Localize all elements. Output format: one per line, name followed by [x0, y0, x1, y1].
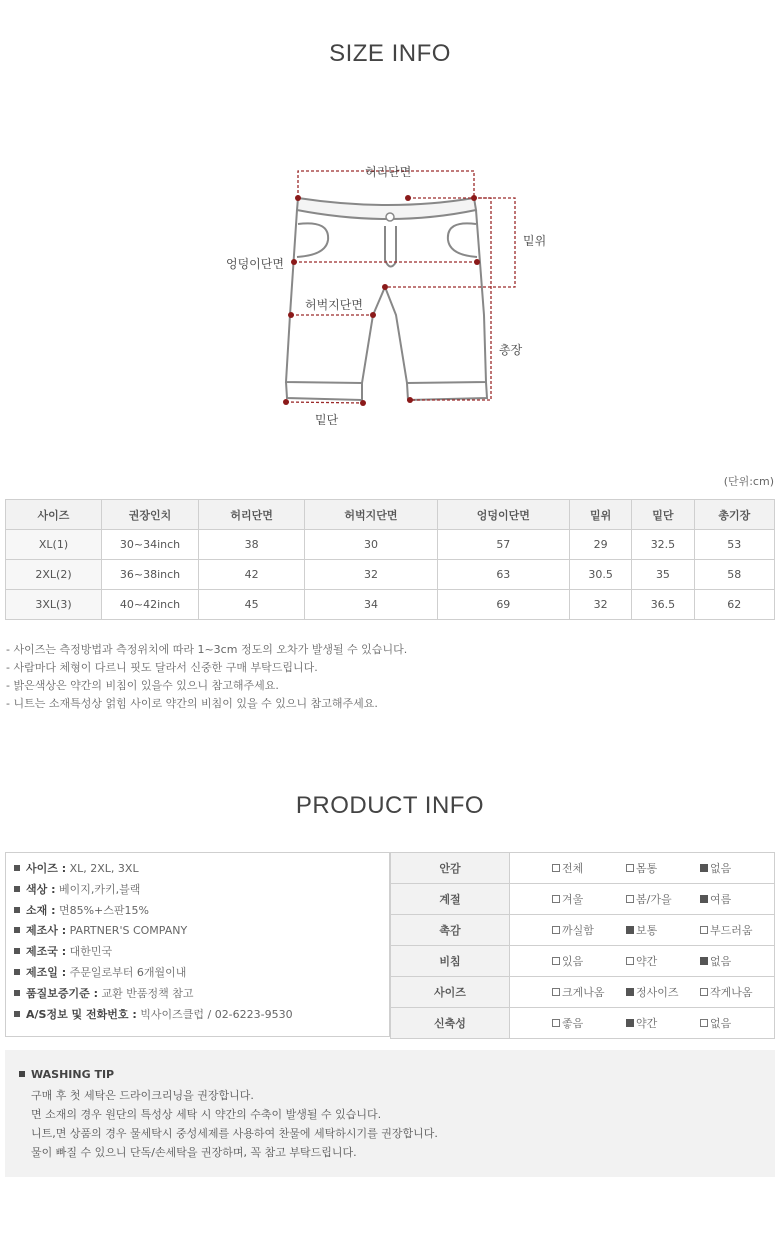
bullet-icon — [14, 927, 20, 933]
table-cell: 40~42inch — [102, 590, 199, 620]
shorts-measurement-diagram — [0, 150, 780, 440]
shorts-illustration — [0, 150, 780, 440]
attribute-label: 안감 — [391, 853, 510, 884]
checked-box-icon — [700, 957, 708, 965]
attribute-option — [700, 860, 774, 876]
option-label: 좋음 — [562, 1017, 584, 1030]
detail-key: 제조일 : — [26, 965, 67, 979]
attribute-option — [552, 891, 626, 907]
table-cell: 30 — [305, 530, 437, 560]
detail-row — [14, 1005, 381, 1026]
attribute-options — [510, 946, 775, 977]
attribute-row — [391, 977, 775, 1008]
option-label: 있음 — [562, 955, 584, 968]
product-attributes-table — [390, 852, 775, 1039]
attribute-option — [552, 1015, 626, 1031]
detail-row — [14, 859, 381, 880]
table-cell: 53 — [694, 530, 774, 560]
unchecked-box-icon — [552, 926, 560, 934]
checked-box-icon — [700, 895, 708, 903]
detail-row — [14, 963, 381, 984]
table-cell: 45 — [199, 590, 305, 620]
attribute-option — [700, 953, 774, 969]
bullet-icon — [14, 1011, 20, 1017]
option-label: 크게나옴 — [562, 986, 605, 999]
size-table-header — [6, 500, 775, 530]
table-row — [6, 590, 775, 620]
detail-row — [14, 942, 381, 963]
size-cell: XL(1) — [6, 530, 102, 560]
unchecked-box-icon — [626, 864, 634, 872]
attribute-option — [700, 922, 774, 938]
detail-key: 품질보증기준 : — [26, 986, 98, 1000]
attribute-option — [626, 984, 700, 1000]
table-row — [6, 560, 775, 590]
washing-tip-title: WASHING TIP — [31, 1068, 115, 1081]
table-cell: 30~34inch — [102, 530, 199, 560]
bullet-icon — [14, 865, 20, 871]
attribute-label: 신축성 — [391, 1008, 510, 1039]
washing-tip-line: 면 소재의 경우 원단의 특성상 세탁 시 약간의 수축이 발생될 수 있습니다. — [31, 1108, 382, 1121]
column-header: 허리단면 — [199, 500, 305, 530]
detail-value: PARTNER'S COMPANY — [69, 924, 188, 938]
table-cell: 32 — [569, 590, 631, 620]
rise-label: 밑위 — [523, 234, 547, 248]
detail-value: 대한민국 — [69, 945, 113, 959]
attribute-option — [700, 1015, 774, 1031]
attribute-label: 사이즈 — [391, 977, 510, 1008]
attribute-options — [510, 977, 775, 1008]
table-cell: 38 — [199, 530, 305, 560]
option-label: 여름 — [710, 893, 732, 906]
bullet-icon — [14, 969, 20, 975]
length-label: 총장 — [499, 343, 523, 357]
attribute-label: 촉감 — [391, 915, 510, 946]
table-cell: 34 — [305, 590, 437, 620]
bullet-icon — [14, 948, 20, 954]
size-cell: 2XL(2) — [6, 560, 102, 590]
unchecked-box-icon — [626, 957, 634, 965]
detail-value: XL, 2XL, 3XL — [69, 862, 139, 875]
attribute-row — [391, 915, 775, 946]
attribute-options — [510, 884, 775, 915]
attribute-option — [700, 984, 774, 1000]
detail-key: 색상 : — [26, 882, 56, 896]
note-line: - 사이즈는 측정방법과 측정위치에 따라 1~3cm 정도의 오차가 발생될 수 있습니다. — [6, 643, 408, 656]
size-info-title: SIZE INFO — [329, 40, 451, 67]
washing-tip-line: 물이 빠질 수 있으니 단독/손세탁을 권장하며, 꼭 참고 부탁드립니다. — [31, 1146, 357, 1159]
washing-tip-line: 니트,면 상품의 경우 물세탁시 중성세제를 사용하여 찬물에 세탁하시기를 권장합니다. — [31, 1127, 438, 1140]
size-table — [5, 499, 775, 620]
attribute-option — [626, 1015, 700, 1031]
note-line: - 니트는 소재특성상 얽힘 사이로 약간의 비침이 있을 수 있으니 참고해주세요. — [6, 697, 378, 710]
option-label: 겨울 — [562, 893, 584, 906]
detail-value: 주문일로부터 6개월이내 — [69, 965, 187, 979]
detail-row — [14, 880, 381, 901]
checked-box-icon — [626, 988, 634, 996]
attribute-options — [510, 1008, 775, 1039]
detail-value: 면85%+스판15% — [58, 903, 149, 917]
table-cell: 32 — [305, 560, 437, 590]
attribute-option — [626, 953, 700, 969]
option-label: 없음 — [710, 862, 732, 875]
unchecked-box-icon — [700, 1019, 708, 1027]
hip-label: 엉덩이단면 — [226, 257, 284, 271]
attribute-option — [552, 922, 626, 938]
waist-label: 허리단면 — [365, 165, 412, 179]
table-cell: 62 — [694, 590, 774, 620]
unchecked-box-icon — [552, 988, 560, 996]
column-header: 권장인치 — [102, 500, 199, 530]
detail-key: 사이즈 : — [26, 862, 67, 875]
table-cell: 58 — [694, 560, 774, 590]
thigh-label: 허벅지단면 — [305, 298, 363, 312]
bullet-icon — [14, 886, 20, 892]
column-header: 밑위 — [569, 500, 631, 530]
attribute-option — [626, 922, 700, 938]
bullet-icon — [19, 1071, 25, 1077]
option-label: 정사이즈 — [636, 986, 679, 999]
attribute-row — [391, 1008, 775, 1039]
option-label: 약간 — [636, 1017, 658, 1030]
detail-key: 소재 : — [26, 903, 56, 917]
detail-value: 빅사이즈클럽 / 02-6223-9530 — [140, 1007, 293, 1021]
table-cell: 35 — [632, 560, 694, 590]
detail-key: A/S정보 및 전화번호 : — [26, 1007, 137, 1021]
table-cell: 57 — [437, 530, 569, 560]
column-header: 엉덩이단면 — [437, 500, 569, 530]
washing-tip-line: 구매 후 첫 세탁은 드라이크리닝을 권장합니다. — [31, 1089, 254, 1102]
option-label: 몸통 — [636, 862, 658, 875]
table-row — [6, 530, 775, 560]
checked-box-icon — [700, 864, 708, 872]
unit-label: (단위:cm) — [723, 475, 774, 488]
size-cell: 3XL(3) — [6, 590, 102, 620]
column-header: 총기장 — [694, 500, 774, 530]
attribute-option — [700, 891, 774, 907]
detail-key: 제조국 : — [26, 945, 67, 959]
washing-tip-box — [5, 1050, 775, 1177]
option-label: 봄/가을 — [636, 893, 672, 906]
attribute-options — [510, 915, 775, 946]
product-info-title: PRODUCT INFO — [295, 792, 485, 819]
unchecked-box-icon — [552, 1019, 560, 1027]
option-label: 약간 — [636, 955, 658, 968]
table-cell: 69 — [437, 590, 569, 620]
attribute-option — [552, 984, 626, 1000]
option-label: 작게나옴 — [710, 986, 753, 999]
unchecked-box-icon — [700, 988, 708, 996]
attribute-row — [391, 884, 775, 915]
column-header: 사이즈 — [6, 500, 102, 530]
unchecked-box-icon — [552, 864, 560, 872]
attribute-row — [391, 853, 775, 884]
attribute-option — [552, 953, 626, 969]
washing-tip-heading — [19, 1068, 114, 1081]
bullet-icon — [14, 907, 20, 913]
option-label: 부드러움 — [710, 924, 753, 937]
note-line: - 사람마다 체형이 다르니 핏도 달라서 신중한 구매 부탁드립니다. — [6, 661, 318, 674]
option-label: 전체 — [562, 862, 584, 875]
table-cell: 42 — [199, 560, 305, 590]
size-notes — [6, 641, 407, 713]
table-cell: 30.5 — [569, 560, 631, 590]
table-cell: 29 — [569, 530, 631, 560]
option-label: 없음 — [710, 955, 732, 968]
option-label: 없음 — [710, 1017, 732, 1030]
detail-row — [14, 901, 381, 922]
attribute-option — [626, 891, 700, 907]
note-line: - 밝은색상은 약간의 비침이 있을수 있으니 참고해주세요. — [6, 679, 279, 692]
option-label: 보통 — [636, 924, 658, 937]
detail-key: 제조사 : — [26, 924, 67, 938]
detail-row — [14, 984, 381, 1005]
column-header: 밑단 — [632, 500, 694, 530]
option-label: 까실함 — [562, 924, 594, 937]
attribute-label: 계절 — [391, 884, 510, 915]
detail-row — [14, 921, 381, 942]
washing-tip-lines — [31, 1086, 438, 1162]
checked-box-icon — [626, 926, 634, 934]
table-cell: 36~38inch — [102, 560, 199, 590]
unchecked-box-icon — [552, 957, 560, 965]
unchecked-box-icon — [700, 926, 708, 934]
checked-box-icon — [626, 1019, 634, 1027]
table-cell: 63 — [437, 560, 569, 590]
bullet-icon — [14, 990, 20, 996]
attribute-label: 비침 — [391, 946, 510, 977]
column-header: 허벅지단면 — [305, 500, 437, 530]
table-cell: 36.5 — [632, 590, 694, 620]
unchecked-box-icon — [552, 895, 560, 903]
table-cell: 32.5 — [632, 530, 694, 560]
detail-value: 베이지,카키,블랙 — [58, 882, 141, 896]
attribute-option — [552, 860, 626, 876]
unchecked-box-icon — [626, 895, 634, 903]
hem-label: 밑단 — [315, 413, 339, 427]
detail-value: 교환 반품정책 참고 — [101, 986, 194, 1000]
attribute-row — [391, 946, 775, 977]
attribute-options — [510, 853, 775, 884]
product-details-box — [5, 852, 390, 1037]
attribute-option — [626, 860, 700, 876]
